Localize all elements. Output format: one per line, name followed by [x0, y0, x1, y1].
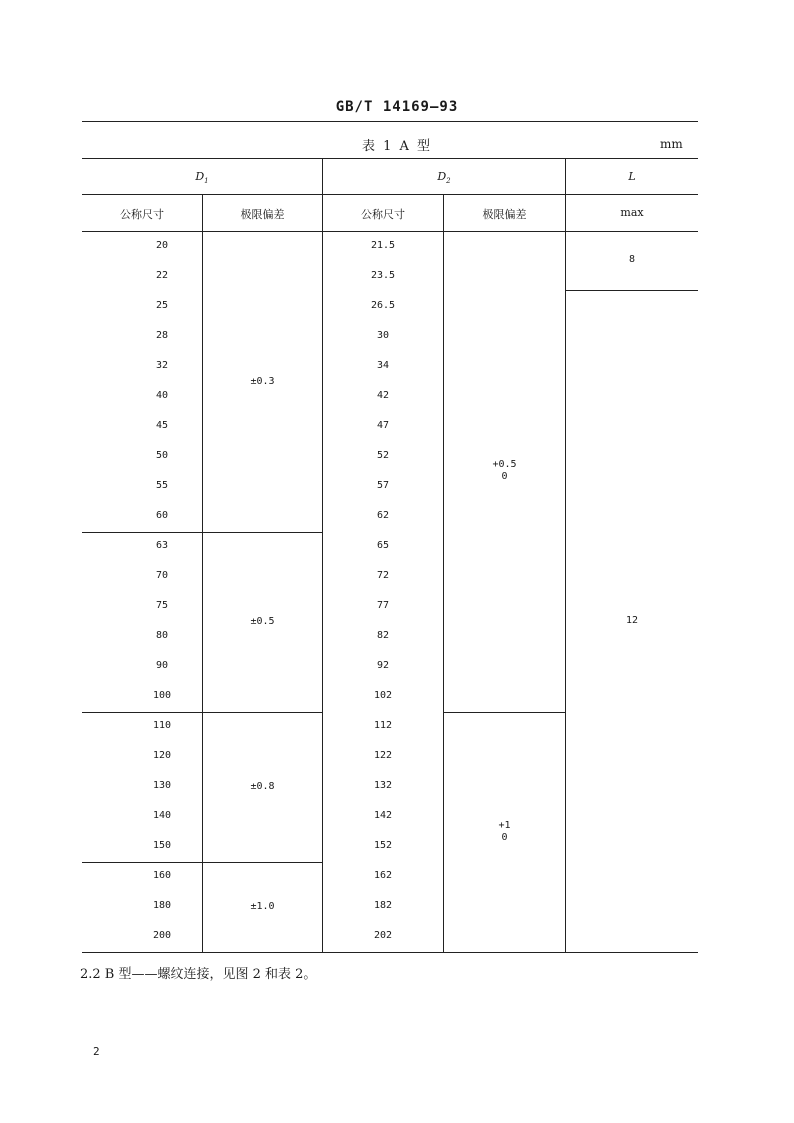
table-title: 表 1 A 型 [361, 139, 433, 154]
d2-nominal-cell: 92 [376, 660, 390, 671]
d2-nominal-cell: 42 [376, 390, 390, 401]
l-max-group-1: 8 [628, 254, 636, 265]
d2-tolerance-lower: 0 [501, 471, 508, 482]
header-d1-tolerance: 极限偏差 [240, 208, 285, 221]
d2-nominal-cell: 47 [376, 420, 390, 431]
d1-nominal-cell: 200 [152, 930, 172, 941]
d2-nominal-cell: 182 [373, 900, 393, 911]
header-d2-nominal: 公称尺寸 [361, 208, 405, 221]
d1-tolerance-group-2: ±0.5 [250, 616, 275, 627]
d2-nominal-cell: 72 [376, 570, 390, 581]
d1-tolerance-group-3: ±0.8 [250, 781, 275, 792]
header-bottom-rule [82, 231, 698, 232]
d1-nominal-cell: 130 [152, 780, 172, 791]
d1-nominal-cell: 45 [155, 420, 169, 431]
group-rule-d2 [443, 712, 565, 713]
d1-tolerance-group-1: ±0.3 [250, 376, 275, 387]
d2-tolerance-upper: +1 [498, 820, 511, 831]
d2-nominal-cell: 122 [373, 750, 393, 761]
d1-nominal-cell: 75 [155, 600, 169, 611]
d1-nominal-cell: 25 [155, 300, 169, 311]
d2-nominal-cell: 162 [373, 870, 393, 881]
header-l-max: max [620, 206, 644, 219]
d2-nominal-cell: 62 [376, 510, 390, 521]
table-bottom-rule [82, 952, 698, 953]
d2-tolerance-lower: 0 [501, 832, 508, 843]
d1-nominal-cell: 55 [155, 480, 169, 491]
header-divider-rule [82, 194, 698, 195]
d1-nominal-cell: 150 [152, 840, 172, 851]
col-divider-d2-l [565, 158, 566, 952]
d1-nominal-cell: 22 [155, 270, 169, 281]
table-top-rule [82, 158, 698, 159]
header-d1-nominal: 公称尺寸 [120, 208, 164, 221]
table-unit: mm [660, 137, 683, 151]
l-max-group-2: 12 [625, 615, 639, 626]
d2-nominal-cell: 57 [376, 480, 390, 491]
d1-nominal-cell: 70 [155, 570, 169, 581]
d1-nominal-cell: 20 [155, 240, 169, 251]
d1-nominal-cell: 110 [152, 720, 172, 731]
page-number: 2 [93, 1045, 100, 1058]
document-header: GB/T 14169—93 [335, 99, 459, 115]
d2-nominal-cell: 152 [373, 840, 393, 851]
header-d2: $D_2$ [437, 170, 451, 186]
d1-nominal-cell: 60 [155, 510, 169, 521]
group-rule-l [565, 290, 698, 291]
d1-nominal-cell: 63 [155, 540, 169, 551]
d2-tolerance-group-1 [444, 459, 565, 483]
header-rule [82, 121, 698, 122]
d2-nominal-cell: 52 [376, 450, 390, 461]
group-rule-d1-3 [82, 862, 322, 863]
d1-nominal-cell: 100 [152, 690, 172, 701]
header-d1: $D_1$ [195, 170, 209, 186]
d1-nominal-cell: 32 [155, 360, 169, 371]
d2-tolerance-upper: +0.5 [492, 459, 517, 470]
d2-tolerance-group-2 [444, 820, 565, 844]
section-heading: 2.2 B 型——螺纹连接，见图 2 和表 2。 [80, 967, 317, 982]
group-rule-d1-1 [82, 532, 322, 533]
d2-nominal-cell: 132 [373, 780, 393, 791]
header-d2-tolerance: 极限偏差 [482, 208, 527, 221]
d1-nominal-cell: 80 [155, 630, 169, 641]
d1-nominal-cell: 120 [152, 750, 172, 761]
header-l: L [628, 170, 636, 183]
d2-nominal-cell: 202 [373, 930, 393, 941]
d1-nominal-cell: 40 [155, 390, 169, 401]
d1-tolerance-group-4: ±1.0 [250, 901, 275, 912]
d1-nominal-cell: 140 [152, 810, 172, 821]
d2-nominal-cell: 65 [376, 540, 390, 551]
d2-nominal-cell: 102 [373, 690, 393, 701]
d2-nominal-cell: 142 [373, 810, 393, 821]
d1-nominal-cell: 160 [152, 870, 172, 881]
d2-nominal-cell: 112 [373, 720, 393, 731]
d2-nominal-cell: 26.5 [370, 300, 396, 311]
d2-nominal-cell: 34 [376, 360, 390, 371]
d1-nominal-cell: 50 [155, 450, 169, 461]
d2-nominal-cell: 77 [376, 600, 390, 611]
d1-nominal-cell: 180 [152, 900, 172, 911]
d2-nominal-cell: 21.5 [370, 240, 396, 251]
group-rule-d1-2 [82, 712, 322, 713]
d1-nominal-cell: 90 [155, 660, 169, 671]
d1-nominal-cell: 28 [155, 330, 169, 341]
d2-nominal-cell: 23.5 [370, 270, 396, 281]
d2-nominal-cell: 82 [376, 630, 390, 641]
d2-nominal-cell: 30 [376, 330, 390, 341]
